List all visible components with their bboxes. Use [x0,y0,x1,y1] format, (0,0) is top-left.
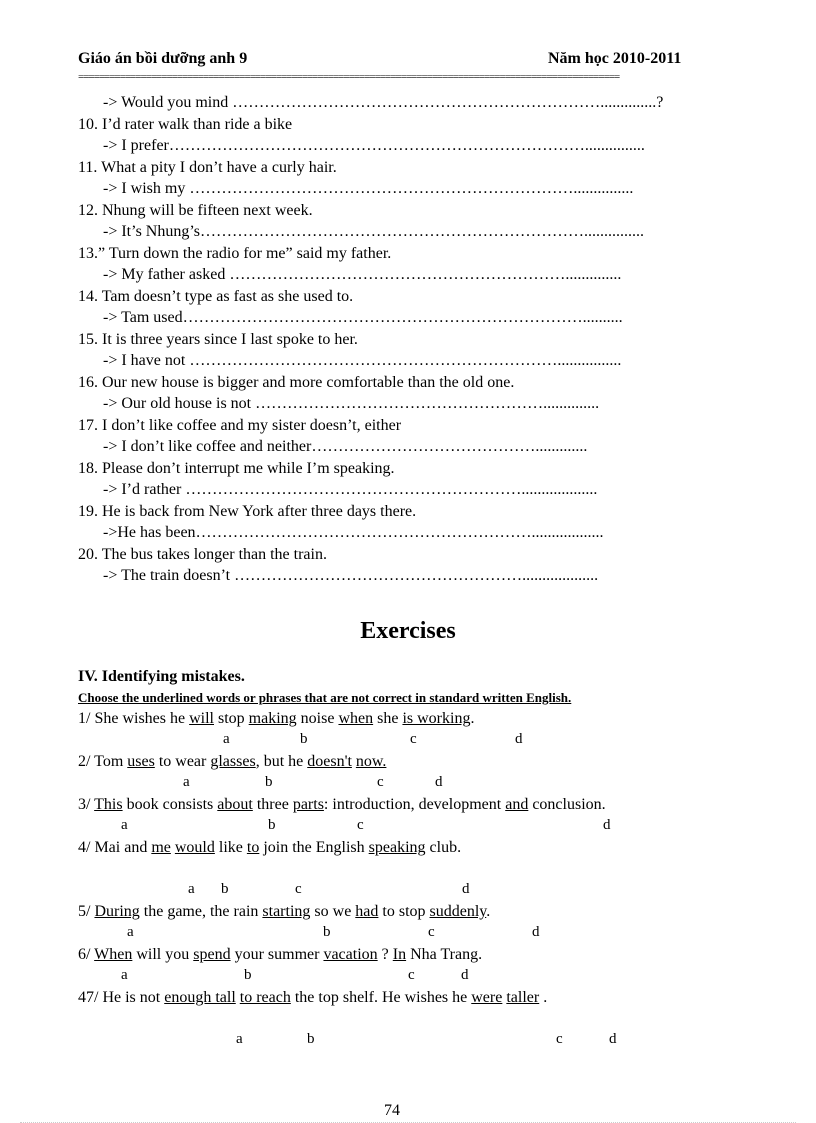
option-letter-a: a [236,1031,243,1047]
option-letter-d: d [532,924,540,940]
item-text: join the English [259,839,369,856]
mistake-item [78,902,490,922]
section-heading: IV. Identifying mistakes. [78,668,245,685]
underlined-option: glasses [210,753,256,770]
underlined-option: vacation [323,946,378,963]
item-text: stop [214,710,249,727]
question-text: 18. Please don’t interrupt me while I’m speaking. [78,459,395,477]
answer-line: -> Tam used………………………………………………………………….......... [103,309,623,326]
option-letter-b: b [265,774,273,790]
option-letter-d: d [609,1031,617,1047]
mistake-item [78,838,461,858]
option-letter-c: c [295,881,302,897]
question-text: 12. Nhung will be fifteen next week. [78,201,313,219]
item-text: club. [425,839,462,856]
answer-line: -> I’d rather ………………………………………………………................... [103,481,598,498]
option-letter-d: d [461,967,469,983]
option-letter-a: a [121,817,128,833]
item-text: . [470,710,475,727]
option-letter-c: c [377,774,384,790]
question-text: 11. What a pity I don’t have a curly hair. [78,158,337,176]
underlined-option: speaking [368,839,426,856]
header-rule: ======================================================================================================== [78,72,620,83]
option-letter-d: d [603,817,611,833]
question-text: 17. I don’t like coffee and my sister doesn’t, either [78,416,402,434]
option-letter-c: c [428,924,435,940]
question-text: 14. Tam doesn’t type as fast as she used to. [78,287,354,305]
item-text: . [486,903,491,920]
option-letter-c: c [408,967,415,983]
question-text: 10. I’d rater walk than ride a bike [78,115,293,133]
item-text: 4/ Mai and [78,839,152,856]
instruction: Choose the underlined words or phrases that are not correct in standard written English. [78,690,572,705]
option-letter-b: b [244,967,252,983]
item-text: conclusion. [528,796,606,813]
option-letter-a: a [183,774,190,790]
item-text: , but he [255,753,308,770]
option-letter-b: b [300,731,308,747]
mistake-item [78,945,482,965]
underlined-option: about [217,796,253,813]
underlined-option: were [471,989,503,1006]
option-letter-d: d [515,731,523,747]
question-text: 13.” Turn down the radio for me” said my father. [78,244,392,262]
answer-line: -> It’s Nhung’s………………………………………………………………............... [103,223,645,240]
item-text: so we [310,903,356,920]
answer-line: -> The train doesn’t ………………………………………………................... [103,567,599,584]
underlined-option: parts [292,796,324,813]
underlined-option: During [94,903,140,920]
answer-line: ->He has been……………………………………………………….................. [103,524,604,541]
item-text: ? [377,946,393,963]
option-letter-c: c [357,817,364,833]
mistake-item [78,752,386,772]
item-text: the top shelf. He wishes he [290,989,472,1006]
option-letter-c: c [556,1031,563,1047]
item-text: 1/ She wishes he [78,710,190,727]
answer-line: -> My father asked ……………………………………………………….............. [103,266,622,283]
mistake-item [78,709,474,729]
item-text: 3/ [78,796,95,813]
answer-line: -> I wish my ………………………………………………………………............... [103,180,634,197]
underlined-option: doesn't [307,753,352,770]
item-text: noise [296,710,339,727]
option-letter-b: b [221,881,229,897]
underlined-option: now. [355,753,387,770]
underlined-option: suddenly [429,903,487,920]
item-text: 47/ He is not [78,989,165,1006]
item-text: she [373,710,403,727]
answer-line: -> Our old house is not ……………………………………………….............. [103,395,600,412]
item-text: 6/ [78,946,95,963]
underlined-option: to [246,839,260,856]
option-letter-d: d [462,881,470,897]
underlined-option: In [392,946,407,963]
item-text: will you [132,946,194,963]
underlined-option: uses [127,753,155,770]
underlined-option: making [248,710,297,727]
header-school-year: Năm học 2010-2011 [548,50,682,67]
item-text: three [252,796,293,813]
question-text: 19. He is back from New York after three days there. [78,502,417,520]
answer-line: -> I have not ……………………………………………………………................ [103,352,622,369]
option-letter-a: a [223,731,230,747]
underlined-option: and [505,796,529,813]
option-letter-d: d [435,774,443,790]
option-letter-a: a [121,967,128,983]
underlined-option: will [189,710,214,727]
item-text: the game, the rain [139,903,263,920]
underlined-option: spend [193,946,231,963]
option-letter-b: b [268,817,276,833]
question-text: 15. It is three years since I last spoke to her. [78,330,358,348]
underlined-option: me [151,839,171,856]
underlined-option: taller [506,989,540,1006]
item-text: to stop [378,903,430,920]
item-text: 2/ Tom [78,753,128,770]
option-letter-b: b [307,1031,315,1047]
underlined-option: starting [262,903,311,920]
underlined-option: This [94,796,123,813]
underlined-option: to reach [239,989,291,1006]
option-letter-c: c [410,731,417,747]
underlined-option: would [174,839,215,856]
mistake-item [78,988,547,1008]
page-title: Exercises [360,618,456,644]
underlined-option: when [338,710,374,727]
underlined-option: had [355,903,379,920]
page-number: 74 [384,1102,400,1119]
item-text: to wear [154,753,211,770]
answer-line: -> I don’t like coffee and neither……………………………………............. [103,438,588,455]
underlined-option: enough tall [164,989,236,1006]
mistake-item [78,795,606,815]
option-letter-a: a [188,881,195,897]
item-text: book consists [122,796,218,813]
answer-line: -> Would you mind ……………………………………………………………..............? [103,94,664,111]
item-text: 5/ [78,903,95,920]
item-text: Nha Trang. [406,946,483,963]
option-letter-a: a [127,924,134,940]
answer-line: -> I prefer……………………………………………………………………............... [103,137,645,154]
item-text: . [539,989,548,1006]
item-text: like [214,839,247,856]
option-letter-b: b [323,924,331,940]
question-text: 20. The bus takes longer than the train. [78,545,327,563]
question-text: 16. Our new house is bigger and more comfortable than the old one. [78,373,515,391]
item-text: : introduction, development [323,796,506,813]
underlined-option: is working [402,710,471,727]
header-title: Giáo án bồi dưỡng anh 9 [78,50,248,67]
underlined-option: When [94,946,133,963]
item-text: your summer [230,946,324,963]
